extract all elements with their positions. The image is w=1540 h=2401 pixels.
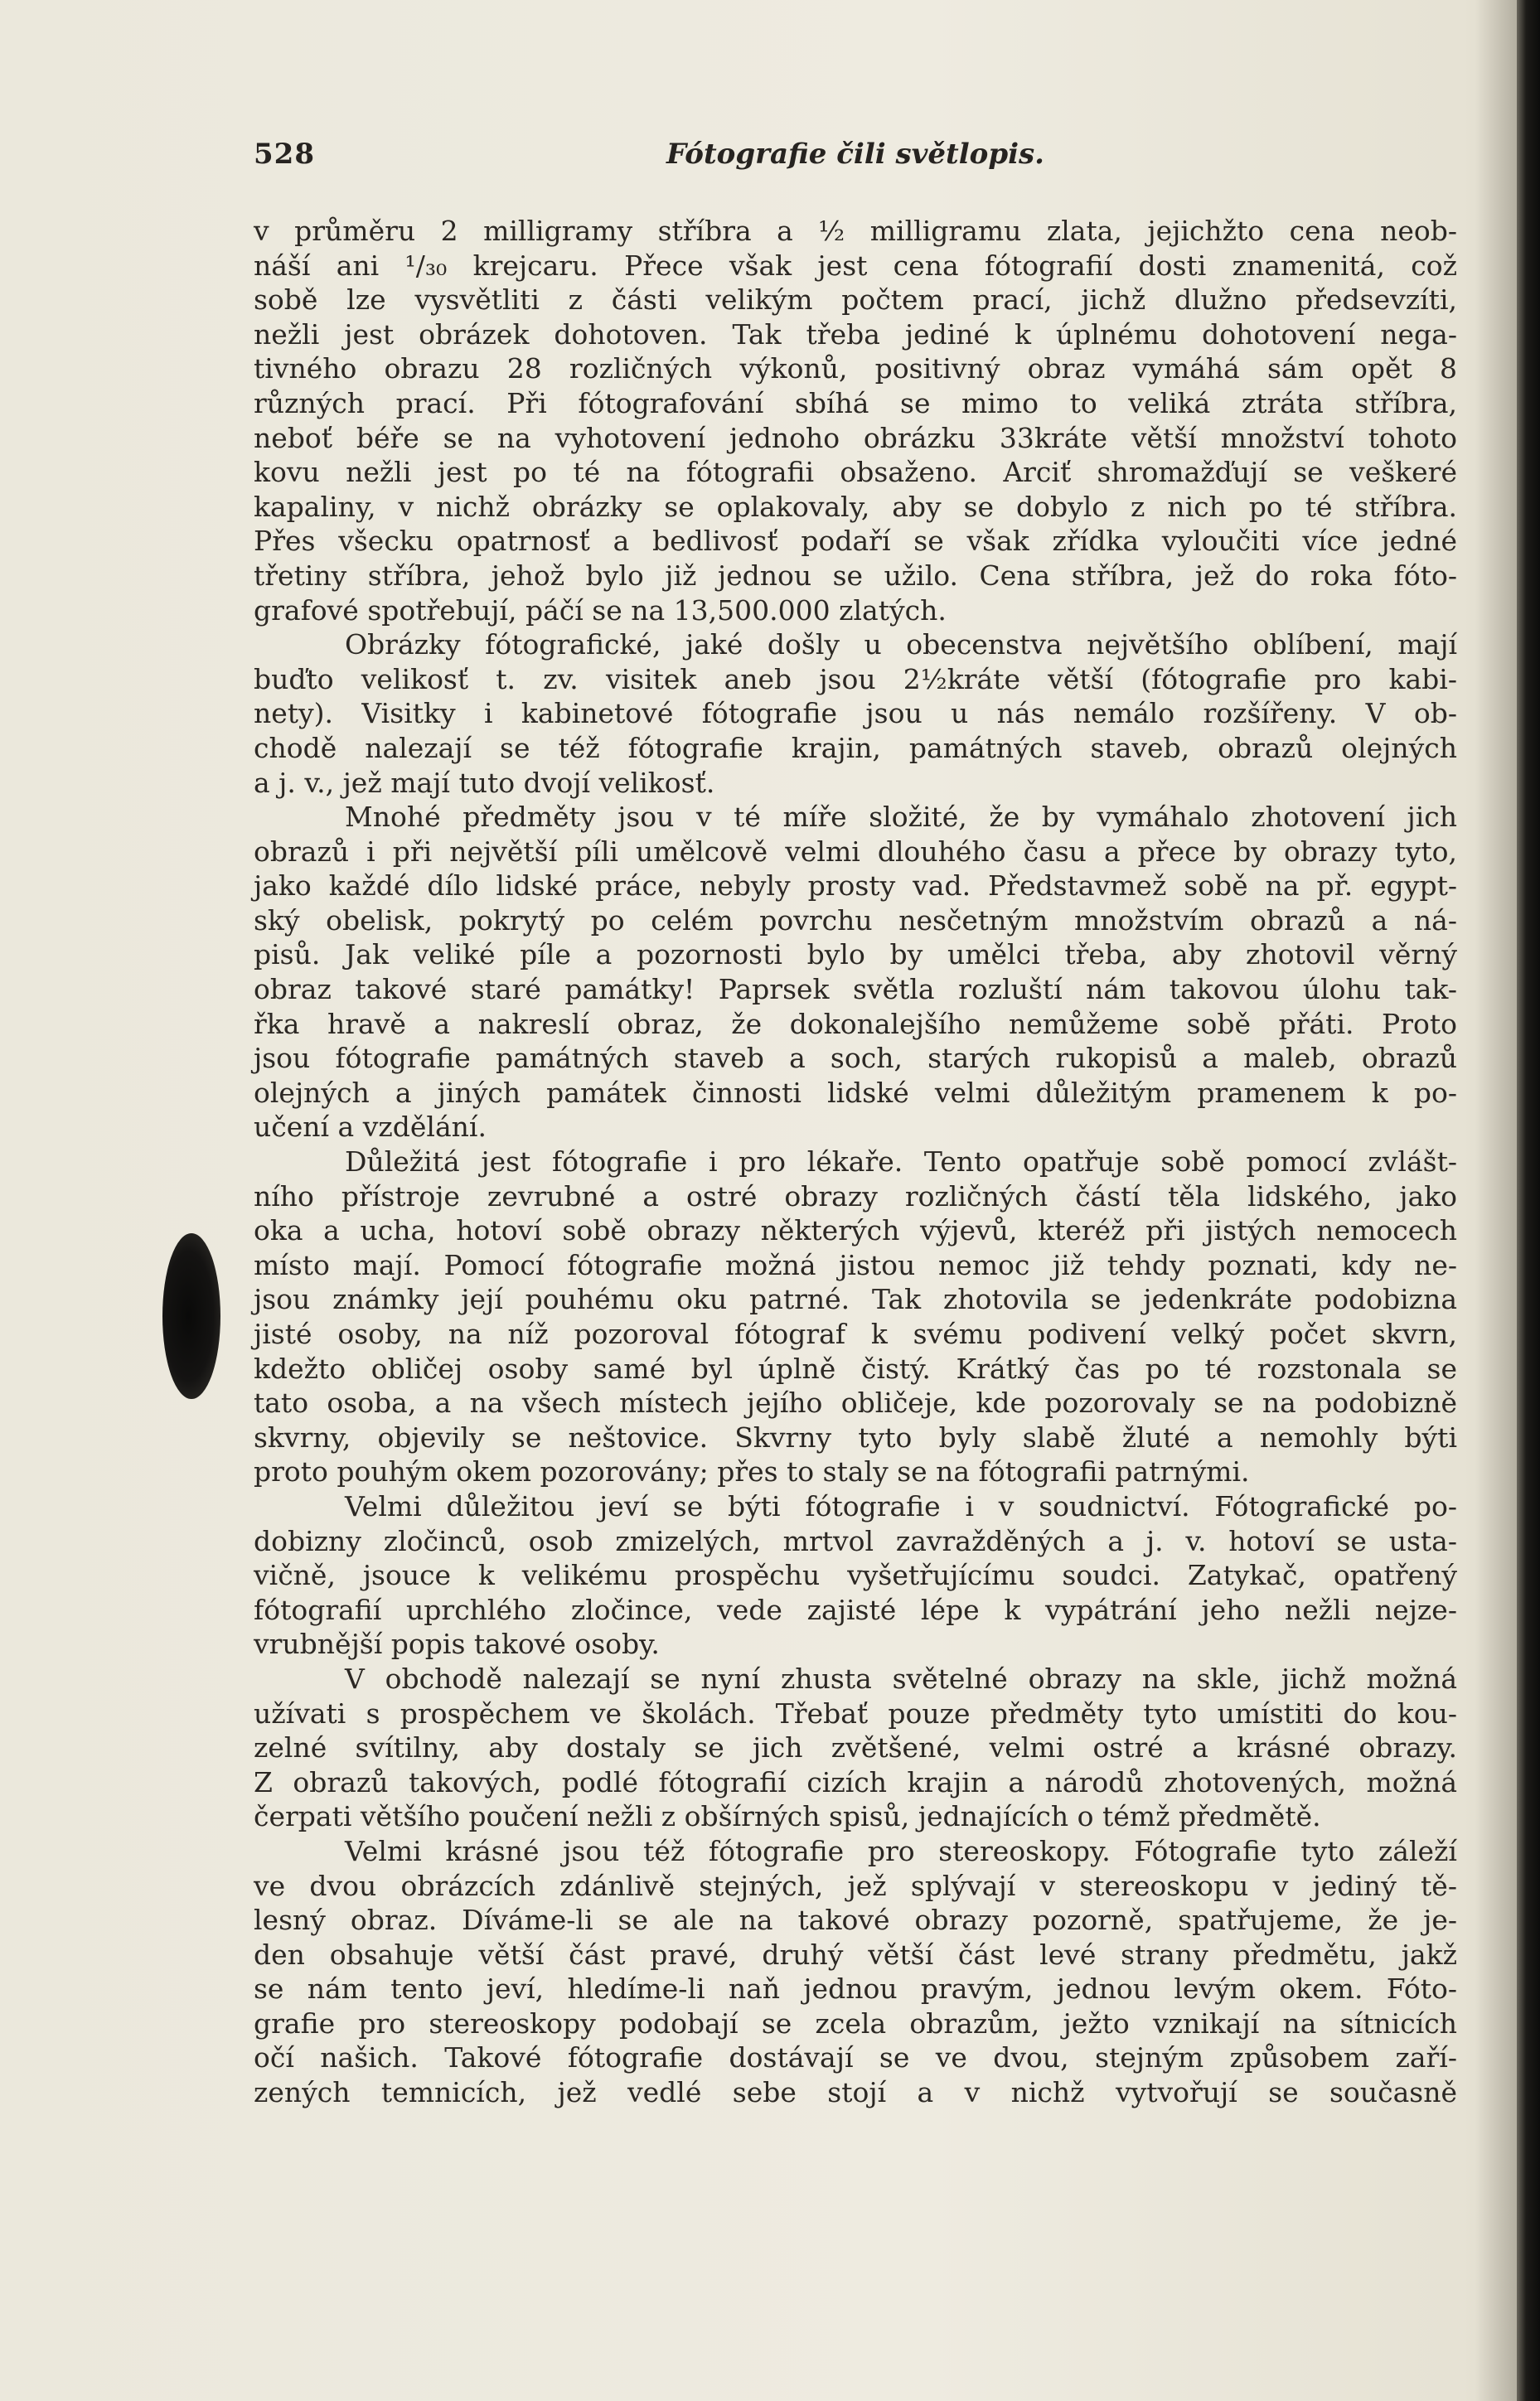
- text-line: řka hravě a nakreslí obraz, že dokonalejšího nemůžeme sobě přáti. Proto: [254, 1007, 1457, 1040]
- text-line: ního přístroje zevrubné a ostré obrazy rozličných částí těla lidského, jako: [254, 1179, 1457, 1213]
- text-line: oka a ucha, hotoví sobě obrazy některých výjevů, kteréž při jistých nemocech: [254, 1214, 1457, 1247]
- page-edge-shadow: [1475, 0, 1517, 2401]
- text-line: zelné svítilny, aby dostaly se jich zvětšené, velmi ostré a krásné obrazy.: [254, 1731, 1457, 1764]
- text-line: tivného obrazu 28 rozličných výkonů, positivný obraz vymáhá sám opět 8: [254, 352, 1457, 385]
- page-number: 528: [254, 138, 315, 171]
- text-line: nežli jest obrázek dohotoven. Tak třeba jediné k úplnému dohotovení nega-: [254, 317, 1457, 351]
- text-line: Důležitá jest fótografie i pro lékaře. Tento opatřuje sobě pomocí zvlášt-: [345, 1145, 1457, 1179]
- text-line: jako každé dílo lidské práce, nebyly prosty vad. Představmež sobě na př. egypt-: [254, 869, 1457, 903]
- text-line: kovu nežli jest po té na fótografii obsaženo. Arciť shromažďují se veškeré: [254, 456, 1457, 489]
- text-line: ve dvou obrázcích zdánlivě stejných, jež splývají v stereoskopu v jediný tě-: [254, 1869, 1457, 1902]
- page-header: [254, 138, 1457, 176]
- text-line: obraz takové staré památky! Paprsek světla rozluští nám takovou úlohu tak-: [254, 973, 1457, 1006]
- text-line: různých prací. Při fótografování sbíhá se mimo to veliká ztráta stříbra,: [254, 386, 1457, 419]
- text-line: vičně, jsouce k velikému prospěchu vyšetřujícímu soudci. Zatykač, opatřený: [254, 1559, 1457, 1592]
- text-line: vrubnější popis takové osoby.: [254, 1628, 660, 1661]
- text-line: V obchodě nalezají se nyní zhusta světelné obrazy na skle, jichž možná: [345, 1662, 1457, 1695]
- text-line: obrazů i při největší píli umělcově velmi dlouhého času a přece by obrazy tyto,: [254, 835, 1457, 868]
- text-line: se nám tento jeví, hledíme-li naň jednou pravým, jednou levým okem. Fóto-: [254, 1973, 1457, 2006]
- text-line: Z obrazů takových, podlé fótografií cizích krajin a národů zhotovených, možná: [254, 1765, 1457, 1798]
- text-line: a j. v., jež mají tuto dvojí velikosť.: [254, 766, 715, 799]
- text-line: buďto velikosť t. zv. visitek aneb jsou 2½kráte větší (fótografie pro kabi-: [254, 662, 1457, 695]
- text-line: jisté osoby, na níž pozoroval fótograf k svému podivení velký počet skvrn,: [254, 1318, 1457, 1350]
- text-line: jsou známky její pouhému oku patrné. Tak zhotovila se jedenkráte podobizna: [254, 1283, 1457, 1316]
- text-line: v průměru 2 milligramy stříbra a ½ milligramu zlata, jejichžto cena neob-: [254, 215, 1457, 247]
- text-line: zených temnicích, jež vedlé sebe stojí a v nichž vytvořují se současně: [254, 2076, 1457, 2109]
- text-line: Velmi krásné jsou též fótografie pro stereoskopy. Fótografie tyto záleží: [345, 1834, 1457, 1867]
- body-text: [254, 214, 1457, 2110]
- text-line: neboť béře se na vyhotovení jednoho obrázku 33kráte větší množství tohoto: [254, 421, 1457, 454]
- text-line: kapaliny, v nichž obrázky se oplakovaly, aby se dobylo z nich po té stříbra.: [254, 490, 1457, 523]
- text-line: olejných a jiných památek činnosti lidské velmi důležitým pramenem k po-: [254, 1076, 1457, 1109]
- text-line: ský obelisk, pokrytý po celém povrchu nesčetným množstvím obrazů a ná-: [254, 903, 1457, 937]
- text-line: náší ani ¹/₃₀ krejcaru. Přece však jest cena fótografií dosti znamenitá, což: [254, 249, 1457, 282]
- text-line: očí našich. Takové fótografie dostávají se ve dvou, stejným způsobem zaří-: [254, 2041, 1457, 2074]
- text-line: jsou fótografie památných staveb a soch, starých rukopisů a maleb, obrazů: [254, 1042, 1457, 1075]
- text-line: Mnohé předměty jsou v té míře složité, že by vymáhalo zhotovení jich: [345, 801, 1457, 834]
- scan-border: [1517, 0, 1540, 2401]
- text-line: čerpati většího poučení nežli z obšírných spisů, jednajících o témž předmětě.: [254, 1800, 1321, 1833]
- text-line: grafové spotřebují, páčí se na 13,500.000 zlatých.: [254, 593, 947, 627]
- text-line: grafie pro stereoskopy podobají se zcela obrazům, ježto vznikají na sítnicích: [254, 2006, 1457, 2040]
- binding-hole: [162, 1233, 220, 1399]
- text-line: Přes všecku opatrnosť a bedlivosť podaří se však zřídka vyloučiti více jedné: [254, 525, 1457, 558]
- text-line: kdežto obličej osoby samé byl úplně čistý. Krátký čas po té rozstonala se: [254, 1352, 1457, 1385]
- text-line: lesný obraz. Díváme-li se ale na takové obrazy pozorně, spatřujeme, že je-: [254, 1904, 1457, 1937]
- text-line: skvrny, objevily se neštovice. Skvrny tyto byly slabě žluté a nemohly býti: [254, 1421, 1457, 1454]
- text-line: užívati s prospěchem ve školách. Třebať pouze předměty tyto umístiti do kou-: [254, 1697, 1457, 1730]
- text-line: místo mají. Pomocí fótografie možná jistou nemoc již tehdy poznati, kdy ne-: [254, 1248, 1457, 1281]
- text-line: proto pouhým okem pozorovány; přes to staly se na fótografii patrnými.: [254, 1455, 1250, 1489]
- text-line: tato osoba, a na všech místech jejího obličeje, kde pozorovaly se na podobizně: [254, 1387, 1457, 1420]
- text-line: Velmi důležitou jeví se býti fótografie i v soudnictví. Fótografické po-: [345, 1489, 1457, 1522]
- text-line: pisů. Jak veliké píle a pozornosti bylo by umělci třeba, aby zhotovil věrný: [254, 938, 1457, 971]
- text-line: fótografií uprchlého zločince, vede zajisté lépe k vypátrání jeho nežli nejze-: [254, 1593, 1457, 1626]
- text-line: třetiny stříbra, jehož bylo již jednou se užilo. Cena stříbra, jež do roka fóto-: [254, 559, 1457, 592]
- text-line: sobě lze vysvětliti z části velikým počtem prací, jichž dlužno předsevzíti,: [254, 283, 1457, 317]
- text-line: dobizny zločinců, osob zmizelých, mrtvol zavražděných a j. v. hotoví se usta-: [254, 1524, 1457, 1557]
- text-line: den obsahuje větší část pravé, druhý větší část levé strany předmětu, jakž: [254, 1938, 1457, 1971]
- text-line: učení a vzdělání.: [254, 1111, 487, 1144]
- text-line: chodě nalezají se též fótografie krajin, památných staveb, obrazů olejných: [254, 731, 1457, 764]
- text-line: nety). Visitky i kabinetové fótografie jsou u nás nemálo rozšířeny. V ob-: [254, 697, 1457, 730]
- text-line: Obrázky fótografické, jaké došly u obecenstva největšího oblíbení, mají: [345, 628, 1457, 661]
- running-title: Fótografie čili světlopis.: [666, 138, 1045, 171]
